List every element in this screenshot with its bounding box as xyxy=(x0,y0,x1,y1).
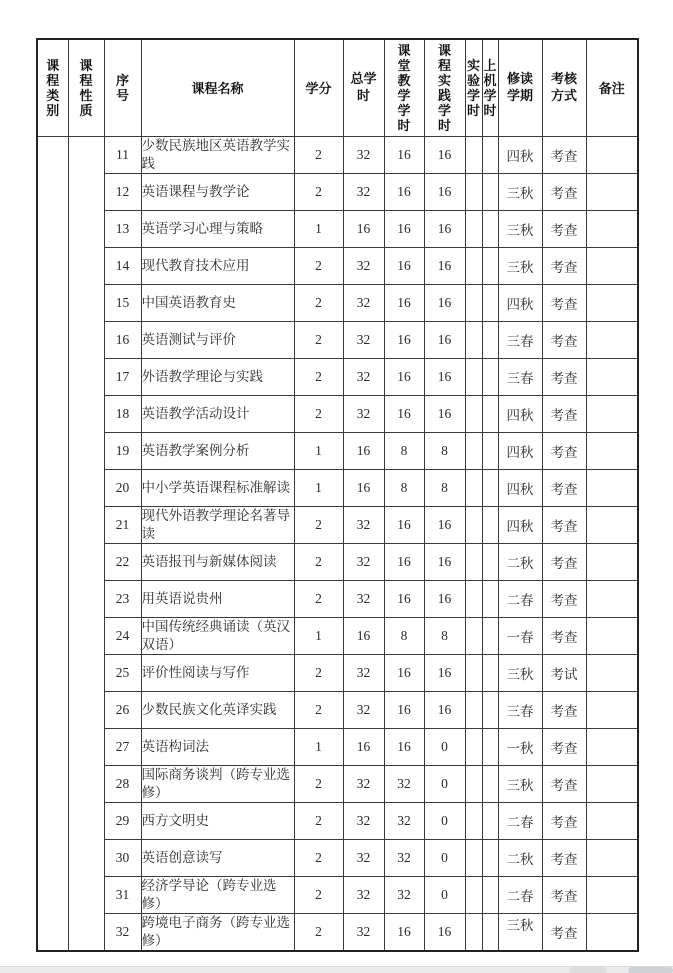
semester-cell: 四秋 xyxy=(498,284,542,321)
table-row xyxy=(37,358,638,395)
table-row xyxy=(37,173,638,210)
practice-hours-cell: 16 xyxy=(424,136,465,173)
table-row xyxy=(37,136,638,173)
header-course-nature: 课程性质 xyxy=(68,39,104,136)
credits-cell: 2 xyxy=(294,506,343,543)
lab-hours-cell xyxy=(465,210,482,247)
classroom-hours-cell: 32 xyxy=(384,839,424,876)
classroom-hours-cell: 32 xyxy=(384,802,424,839)
credits-cell: 2 xyxy=(294,321,343,358)
table-row xyxy=(37,506,638,543)
semester-cell: 三春 xyxy=(498,691,542,728)
remark-cell xyxy=(586,173,638,210)
semester-cell: 二春 xyxy=(498,580,542,617)
table-row xyxy=(37,876,638,913)
assessment-cell: 考查 xyxy=(542,617,586,654)
classroom-hours-cell: 16 xyxy=(384,580,424,617)
remark-cell xyxy=(586,617,638,654)
total-hours-cell: 32 xyxy=(343,580,384,617)
row-number-cell: 28 xyxy=(104,765,141,802)
remark-cell xyxy=(586,506,638,543)
classroom-hours-cell: 16 xyxy=(384,913,424,951)
header-practice-hours: 课程实践学时 xyxy=(424,39,465,136)
course-name-cell: 外语教学理论与实践 xyxy=(141,358,294,395)
course-name-cell: 中国英语教育史 xyxy=(141,284,294,321)
header-lab-hours: 实验学时 xyxy=(465,39,482,136)
classroom-hours-cell: 16 xyxy=(384,395,424,432)
course-table-body xyxy=(37,136,638,951)
lab-hours-cell xyxy=(465,543,482,580)
credits-cell: 2 xyxy=(294,876,343,913)
lab-hours-cell xyxy=(465,358,482,395)
computer-hours-cell xyxy=(482,913,498,951)
lab-hours-cell xyxy=(465,247,482,284)
lab-hours-cell xyxy=(465,839,482,876)
remark-cell xyxy=(586,321,638,358)
assessment-cell: 考查 xyxy=(542,839,586,876)
assessment-cell: 考查 xyxy=(542,395,586,432)
row-number-cell: 13 xyxy=(104,210,141,247)
table-row xyxy=(37,728,638,765)
classroom-hours-cell: 16 xyxy=(384,358,424,395)
credits-cell: 2 xyxy=(294,247,343,284)
header-assessment: 考核方式 xyxy=(542,39,586,136)
header-semester: 修读学期 xyxy=(498,39,542,136)
course-name-cell: 英语创意读写 xyxy=(141,839,294,876)
assessment-cell: 考查 xyxy=(542,728,586,765)
total-hours-cell: 16 xyxy=(343,432,384,469)
remark-cell xyxy=(586,876,638,913)
computer-hours-cell xyxy=(482,247,498,284)
remark-cell xyxy=(586,580,638,617)
table-row xyxy=(37,247,638,284)
classroom-hours-cell: 16 xyxy=(384,136,424,173)
remark-cell xyxy=(586,469,638,506)
table-row xyxy=(37,691,638,728)
total-hours-cell: 32 xyxy=(343,654,384,691)
computer-hours-cell xyxy=(482,839,498,876)
computer-hours-cell xyxy=(482,654,498,691)
table-row xyxy=(37,210,638,247)
credits-cell: 2 xyxy=(294,802,343,839)
computer-hours-cell xyxy=(482,136,498,173)
computer-hours-cell xyxy=(482,210,498,247)
practice-hours-cell: 8 xyxy=(424,617,465,654)
semester-cell: 三春 xyxy=(498,358,542,395)
table-row xyxy=(37,395,638,432)
total-hours-cell: 32 xyxy=(343,765,384,802)
assessment-cell: 考试 xyxy=(542,654,586,691)
assessment-cell: 考查 xyxy=(542,321,586,358)
lab-hours-cell xyxy=(465,469,482,506)
credits-cell: 2 xyxy=(294,765,343,802)
course-nature-cell xyxy=(68,136,104,951)
computer-hours-cell xyxy=(482,469,498,506)
lab-hours-cell xyxy=(465,802,482,839)
computer-hours-cell xyxy=(482,358,498,395)
course-name-cell: 中小学英语课程标准解读 xyxy=(141,469,294,506)
computer-hours-cell xyxy=(482,876,498,913)
practice-hours-cell: 0 xyxy=(424,728,465,765)
total-hours-cell: 32 xyxy=(343,136,384,173)
classroom-hours-cell: 16 xyxy=(384,210,424,247)
semester-cell: 四秋 xyxy=(498,395,542,432)
practice-hours-cell: 16 xyxy=(424,321,465,358)
course-name-cell: 英语构词法 xyxy=(141,728,294,765)
total-hours-cell: 32 xyxy=(343,395,384,432)
semester-cell: 三秋 xyxy=(498,765,542,802)
credits-cell: 2 xyxy=(294,358,343,395)
lab-hours-cell xyxy=(465,728,482,765)
practice-hours-cell: 16 xyxy=(424,210,465,247)
row-number-cell: 32 xyxy=(104,913,141,951)
course-name-cell: 评价性阅读与写作 xyxy=(141,654,294,691)
classroom-hours-cell: 32 xyxy=(384,876,424,913)
total-hours-cell: 16 xyxy=(343,728,384,765)
row-number-cell: 12 xyxy=(104,173,141,210)
lab-hours-cell xyxy=(465,913,482,951)
course-category-cell xyxy=(37,136,68,951)
row-number-cell: 14 xyxy=(104,247,141,284)
computer-hours-cell xyxy=(482,691,498,728)
computer-hours-cell xyxy=(482,728,498,765)
course-name-cell: 用英语说贵州 xyxy=(141,580,294,617)
total-hours-cell: 16 xyxy=(343,469,384,506)
remark-cell xyxy=(586,358,638,395)
row-number-cell: 21 xyxy=(104,506,141,543)
practice-hours-cell: 16 xyxy=(424,247,465,284)
credits-cell: 2 xyxy=(294,580,343,617)
computer-hours-cell xyxy=(482,802,498,839)
classroom-hours-cell: 8 xyxy=(384,469,424,506)
header-number: 序号 xyxy=(104,39,141,136)
remark-cell xyxy=(586,802,638,839)
computer-hours-cell xyxy=(482,765,498,802)
remark-cell xyxy=(586,210,638,247)
practice-hours-cell: 8 xyxy=(424,432,465,469)
assessment-cell: 考查 xyxy=(542,210,586,247)
computer-hours-cell xyxy=(482,321,498,358)
practice-hours-cell: 16 xyxy=(424,284,465,321)
assessment-cell: 考查 xyxy=(542,802,586,839)
semester-cell: 四秋 xyxy=(498,506,542,543)
lab-hours-cell xyxy=(465,617,482,654)
header-classroom-hours: 课堂教学学时 xyxy=(384,39,424,136)
computer-hours-cell xyxy=(482,432,498,469)
credits-cell: 1 xyxy=(294,432,343,469)
semester-cell: 四秋 xyxy=(498,136,542,173)
computer-hours-cell xyxy=(482,617,498,654)
table-row xyxy=(37,617,638,654)
course-name-cell: 英语学习心理与策略 xyxy=(141,210,294,247)
total-hours-cell: 32 xyxy=(343,321,384,358)
assessment-cell: 考查 xyxy=(542,469,586,506)
course-name-cell: 现代外语教学理论名著导读 xyxy=(141,506,294,543)
credits-cell: 1 xyxy=(294,617,343,654)
row-number-cell: 19 xyxy=(104,432,141,469)
header-computer-hours: 上机学时 xyxy=(482,39,498,136)
remark-cell xyxy=(586,395,638,432)
assessment-cell: 考查 xyxy=(542,173,586,210)
row-number-cell: 31 xyxy=(104,876,141,913)
classroom-hours-cell: 16 xyxy=(384,506,424,543)
semester-cell: 二春 xyxy=(498,876,542,913)
remark-cell xyxy=(586,247,638,284)
credits-cell: 2 xyxy=(294,173,343,210)
remark-cell xyxy=(586,136,638,173)
semester-cell: 二秋 xyxy=(498,543,542,580)
scrollbar-segment[interactable] xyxy=(569,967,607,973)
header-row xyxy=(37,39,638,136)
assessment-cell: 考查 xyxy=(542,432,586,469)
row-number-cell: 18 xyxy=(104,395,141,432)
credits-cell: 2 xyxy=(294,691,343,728)
classroom-hours-cell: 16 xyxy=(384,247,424,284)
row-number-cell: 29 xyxy=(104,802,141,839)
row-number-cell: 11 xyxy=(104,136,141,173)
header-remarks: 备注 xyxy=(586,39,638,136)
lab-hours-cell xyxy=(465,173,482,210)
lab-hours-cell xyxy=(465,654,482,691)
credits-cell: 1 xyxy=(294,728,343,765)
practice-hours-cell: 16 xyxy=(424,913,465,951)
table-row xyxy=(37,913,638,951)
total-hours-cell: 16 xyxy=(343,210,384,247)
row-number-cell: 23 xyxy=(104,580,141,617)
remark-cell xyxy=(586,543,638,580)
course-name-cell: 国际商务谈判（跨专业选修） xyxy=(141,765,294,802)
credits-cell: 2 xyxy=(294,839,343,876)
classroom-hours-cell: 16 xyxy=(384,543,424,580)
total-hours-cell: 32 xyxy=(343,173,384,210)
course-name-cell: 英语课程与教学论 xyxy=(141,173,294,210)
practice-hours-cell: 8 xyxy=(424,469,465,506)
practice-hours-cell: 16 xyxy=(424,654,465,691)
course-table-header xyxy=(37,39,638,136)
course-table xyxy=(36,38,639,952)
assessment-cell: 考查 xyxy=(542,543,586,580)
course-name-cell: 英语教学案例分析 xyxy=(141,432,294,469)
semester-cell: 三秋 xyxy=(498,210,542,247)
lab-hours-cell xyxy=(465,321,482,358)
practice-hours-cell: 0 xyxy=(424,839,465,876)
total-hours-cell: 32 xyxy=(343,802,384,839)
practice-hours-cell: 16 xyxy=(424,358,465,395)
classroom-hours-cell: 16 xyxy=(384,284,424,321)
practice-hours-cell: 16 xyxy=(424,395,465,432)
course-name-cell: 英语测试与评价 xyxy=(141,321,294,358)
practice-hours-cell: 16 xyxy=(424,543,465,580)
total-hours-cell: 32 xyxy=(343,691,384,728)
credits-cell: 1 xyxy=(294,469,343,506)
classroom-hours-cell: 8 xyxy=(384,617,424,654)
total-hours-cell: 32 xyxy=(343,543,384,580)
assessment-cell: 考查 xyxy=(542,358,586,395)
row-number-cell: 27 xyxy=(104,728,141,765)
practice-hours-cell: 16 xyxy=(424,506,465,543)
course-name-cell: 少数民族地区英语教学实践 xyxy=(141,136,294,173)
remark-cell xyxy=(586,728,638,765)
table-row xyxy=(37,839,638,876)
table-row xyxy=(37,543,638,580)
course-name-cell: 少数民族文化英译实践 xyxy=(141,691,294,728)
assessment-cell: 考查 xyxy=(542,136,586,173)
total-hours-cell: 32 xyxy=(343,284,384,321)
assessment-cell: 考查 xyxy=(542,247,586,284)
row-number-cell: 17 xyxy=(104,358,141,395)
semester-cell: 一秋 xyxy=(498,728,542,765)
lab-hours-cell xyxy=(465,691,482,728)
semester-cell: 二秋 xyxy=(498,839,542,876)
lab-hours-cell xyxy=(465,395,482,432)
scrollbar-thumb[interactable] xyxy=(628,967,673,973)
credits-cell: 2 xyxy=(294,913,343,951)
lab-hours-cell xyxy=(465,432,482,469)
assessment-cell: 考查 xyxy=(542,284,586,321)
header-course-name: 课程名称 xyxy=(141,39,294,136)
course-name-cell: 跨境电子商务（跨专业选修） xyxy=(141,913,294,951)
credits-cell: 2 xyxy=(294,543,343,580)
table-row xyxy=(37,321,638,358)
table-row xyxy=(37,654,638,691)
computer-hours-cell xyxy=(482,580,498,617)
remark-cell xyxy=(586,432,638,469)
credits-cell: 2 xyxy=(294,654,343,691)
assessment-cell: 考查 xyxy=(542,913,586,951)
classroom-hours-cell: 16 xyxy=(384,321,424,358)
semester-cell: 三春 xyxy=(498,321,542,358)
classroom-hours-cell: 16 xyxy=(384,654,424,691)
classroom-hours-cell: 8 xyxy=(384,432,424,469)
assessment-cell: 考查 xyxy=(542,765,586,802)
semester-cell: 三秋 xyxy=(498,247,542,284)
semester-cell: 三秋 xyxy=(498,913,542,951)
lab-hours-cell xyxy=(465,765,482,802)
row-number-cell: 15 xyxy=(104,284,141,321)
header-credits: 学分 xyxy=(294,39,343,136)
course-name-cell: 经济学导论（跨专业选修） xyxy=(141,876,294,913)
table-row xyxy=(37,580,638,617)
row-number-cell: 26 xyxy=(104,691,141,728)
remark-cell xyxy=(586,765,638,802)
remark-cell xyxy=(586,839,638,876)
assessment-cell: 考查 xyxy=(542,876,586,913)
table-row xyxy=(37,284,638,321)
total-hours-cell: 32 xyxy=(343,913,384,951)
course-name-cell: 西方文明史 xyxy=(141,802,294,839)
total-hours-cell: 32 xyxy=(343,876,384,913)
lab-hours-cell xyxy=(465,580,482,617)
course-name-cell: 英语报刊与新媒体阅读 xyxy=(141,543,294,580)
computer-hours-cell xyxy=(482,173,498,210)
credits-cell: 1 xyxy=(294,210,343,247)
row-number-cell: 16 xyxy=(104,321,141,358)
total-hours-cell: 32 xyxy=(343,358,384,395)
remark-cell xyxy=(586,913,638,951)
total-hours-cell: 32 xyxy=(343,839,384,876)
practice-hours-cell: 0 xyxy=(424,765,465,802)
classroom-hours-cell: 16 xyxy=(384,728,424,765)
assessment-cell: 考查 xyxy=(542,691,586,728)
total-hours-cell: 16 xyxy=(343,617,384,654)
computer-hours-cell xyxy=(482,284,498,321)
classroom-hours-cell: 32 xyxy=(384,765,424,802)
remark-cell xyxy=(586,691,638,728)
semester-cell: 四秋 xyxy=(498,432,542,469)
table-row xyxy=(37,802,638,839)
semester-cell: 三秋 xyxy=(498,173,542,210)
table-row xyxy=(37,469,638,506)
lab-hours-cell xyxy=(465,136,482,173)
practice-hours-cell: 16 xyxy=(424,691,465,728)
row-number-cell: 25 xyxy=(104,654,141,691)
header-course-category: 课程类别 xyxy=(37,39,68,136)
classroom-hours-cell: 16 xyxy=(384,691,424,728)
practice-hours-cell: 16 xyxy=(424,173,465,210)
row-number-cell: 30 xyxy=(104,839,141,876)
practice-hours-cell: 16 xyxy=(424,580,465,617)
credits-cell: 2 xyxy=(294,284,343,321)
table-row xyxy=(37,765,638,802)
classroom-hours-cell: 16 xyxy=(384,173,424,210)
course-name-cell: 现代教育技术应用 xyxy=(141,247,294,284)
lab-hours-cell xyxy=(465,284,482,321)
semester-cell: 一春 xyxy=(498,617,542,654)
table-row xyxy=(37,432,638,469)
remark-cell xyxy=(586,284,638,321)
assessment-cell: 考查 xyxy=(542,506,586,543)
computer-hours-cell xyxy=(482,506,498,543)
remark-cell xyxy=(586,654,638,691)
semester-cell: 三秋 xyxy=(498,654,542,691)
practice-hours-cell: 0 xyxy=(424,876,465,913)
practice-hours-cell: 0 xyxy=(424,802,465,839)
lab-hours-cell xyxy=(465,506,482,543)
credits-cell: 2 xyxy=(294,136,343,173)
total-hours-cell: 32 xyxy=(343,247,384,284)
total-hours-cell: 32 xyxy=(343,506,384,543)
computer-hours-cell xyxy=(482,543,498,580)
semester-cell: 四秋 xyxy=(498,469,542,506)
course-name-cell: 英语教学活动设计 xyxy=(141,395,294,432)
row-number-cell: 22 xyxy=(104,543,141,580)
header-total-hours: 总学时 xyxy=(343,39,384,136)
row-number-cell: 24 xyxy=(104,617,141,654)
semester-cell: 二春 xyxy=(498,802,542,839)
course-name-cell: 中国传统经典诵读（英汉双语） xyxy=(141,617,294,654)
assessment-cell: 考查 xyxy=(542,580,586,617)
row-number-cell: 20 xyxy=(104,469,141,506)
credits-cell: 2 xyxy=(294,395,343,432)
lab-hours-cell xyxy=(465,876,482,913)
computer-hours-cell xyxy=(482,395,498,432)
